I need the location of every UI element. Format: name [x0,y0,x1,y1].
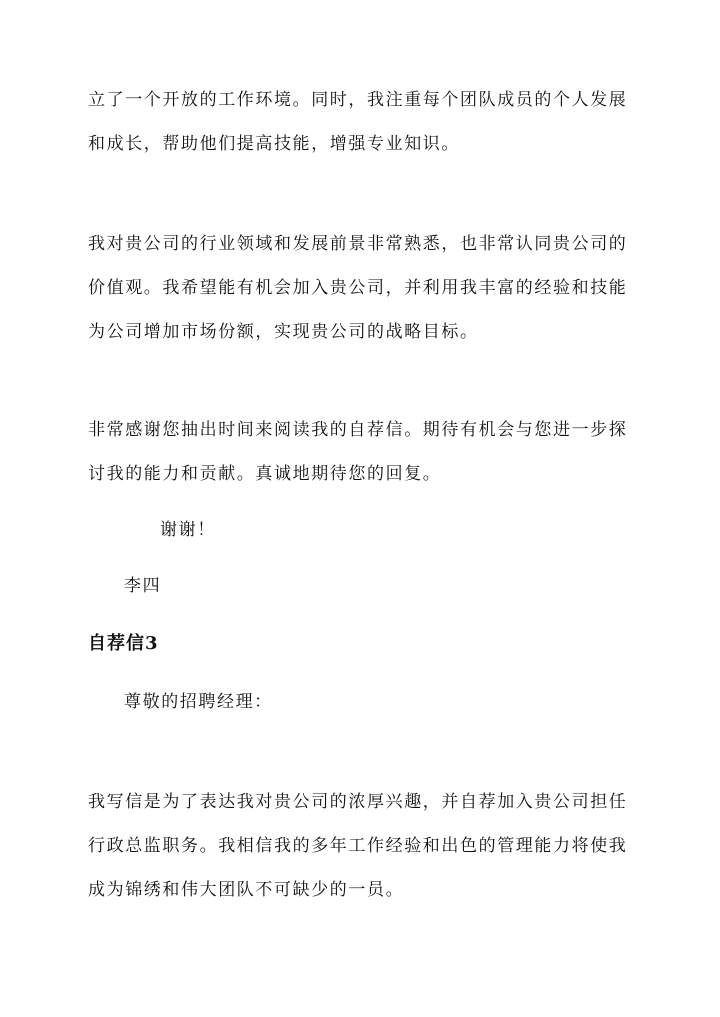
letter-3-salutation: 尊敬的招聘经理： [124,692,273,712]
paragraph-2-line-1: 我对贵公司的行业领域和发展前景非常熟悉，也非常认同贵公司的 [88,234,628,254]
closing-thanks: 谢谢！ [160,520,216,540]
paragraph-2-line-2: 价值观。我希望能有机会加入贵公司，并利用我丰富的经验和技能 [88,278,628,298]
letter-3-paragraph-1-line-1: 我写信是为了表达我对贵公司的浓厚兴趣，并自荐加入贵公司担任 [88,792,628,812]
signature: 李四 [124,576,162,596]
paragraph-3-line-2: 讨我的能力和贡献。真诚地期待您的回复。 [88,464,442,484]
letter-3-paragraph-1-line-2: 行政总监职务。我相信我的多年工作经验和出色的管理能力将使我 [88,836,628,856]
letter-3-paragraph-1-line-3: 成为锦绣和伟大团队不可缺少的一员。 [88,880,405,900]
paragraph-1-line-2: 和成长，帮助他们提高技能，增强专业知识。 [88,134,460,154]
paragraph-2-line-3: 为公司增加市场份额，实现贵公司的战略目标。 [88,322,479,342]
paragraph-1-line-1: 立了一个开放的工作环境。同时，我注重每个团队成员的个人发展 [88,90,628,110]
letter-3-title: 自荐信3 [88,633,159,654]
paragraph-3-line-1: 非常感谢您抽出时间来阅读我的自荐信。期待有机会与您进一步探 [88,420,628,440]
